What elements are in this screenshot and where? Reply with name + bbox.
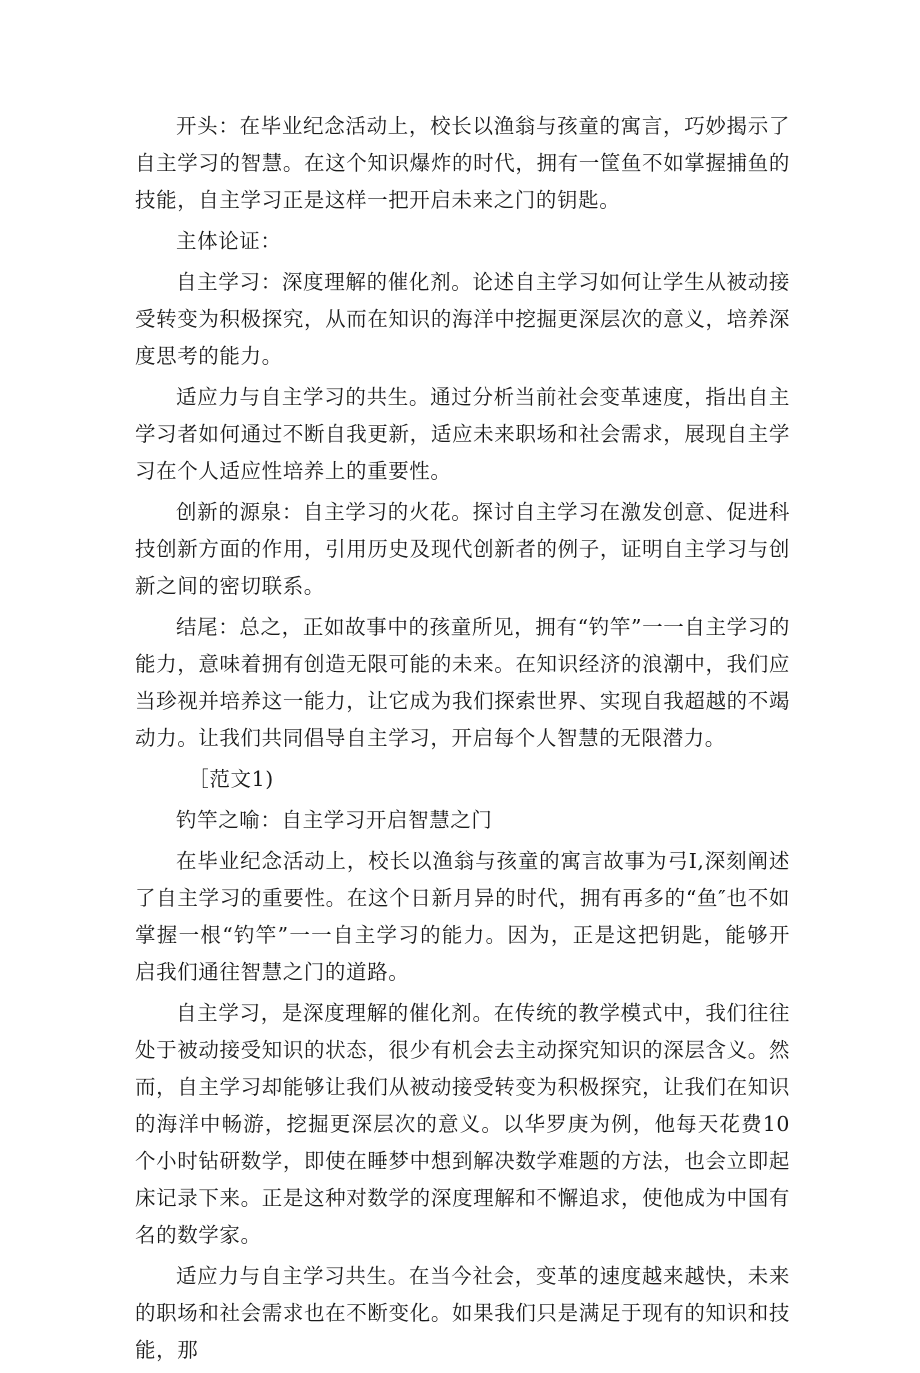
document-body [135,108,790,1373]
paragraph-opening: 开头：在毕业纪念活动上，校长以渔翁与孩童的寓言，巧妙揭示了自主学习的智慧。在这个知识爆炸的时代，拥有一筐鱼不如掌握捕鱼的技能，自主学习正是这样一把开启未来之门的钥匙。 [135,114,790,212]
paragraph-ending: 结尾：总之，正如故事中的孩童所见，拥有“钓竿”一一自主学习的能力，意味着拥有创造无限可能的未来。在知识经济的浪潮中，我们应当珍视并培养这一能力，让它成为我们探索世界、实现自我超越的不竭动力。让我们共同倡导自主学习，开启每个人智慧的无限潜力。 [135,615,790,750]
paragraph-argument-adaptability: 适应力与自主学习的共生。通过分析当前社会变革速度，指出自主学习者如何通过不断自我更新，适应未来职场和社会需求，展现自主学习在个人适应性培养上的重要性。 [135,385,790,483]
essay-paragraph-adaptability: 适应力与自主学习共生。在当今社会，变革的速度越来越快，未来的职场和社会需求也在不断变化。如果我们只是满足于现有的知识和技能，那 [135,1264,790,1362]
essay-title: 钓竿之喻：自主学习开启智慧之门 [176,808,493,832]
paragraph-argument-innovation: 创新的源泉：自主学习的火花。探讨自主学习在激发创意、促进科技创新方面的作用，引用历史及现代创新者的例子，证明自主学习与创新之间的密切联系。 [135,500,790,598]
paragraph-argument-depth: 自主学习：深度理解的催化剂。论述自主学习如何让学生从被动接受转变为积极探究，从而在知识的海洋中挖掘更深层次的意义，培养深度思考的能力。 [135,270,790,368]
sample-essay-label: ［范文1) [188,767,274,791]
essay-paragraph-depth: 自主学习，是深度理解的催化剂。在传统的教学模式中，我们往往处于被动接受知识的状态，很少有机会去主动探究知识的深层含义。然而，自主学习却能够让我们从被动接受转变为积极探究，让我们在知识的海洋中畅游，挖掘更深层次的意义。以华罗庚为例，他每天花费10个小时钻研数学，即使在睡梦中想到解决数学难题的方法，也会立即起床记录下来。正是这种对数学的深度理解和不懈追求，使他成为中国有名的数学家。 [135,1001,790,1247]
paragraph-main-argument-label: 主体论证： [176,229,282,253]
essay-paragraph-intro: 在毕业纪念活动上，校长以渔翁与孩童的寓言故事为弓I,深刻阐述了自主学习的重要性。在这个日新月异的时代，拥有再多的“鱼″也不如掌握一根“钓竿”一一自主学习的能力。因为，正是这把钥匙，能够开启我们通往智慧之门的道路。 [135,849,790,984]
